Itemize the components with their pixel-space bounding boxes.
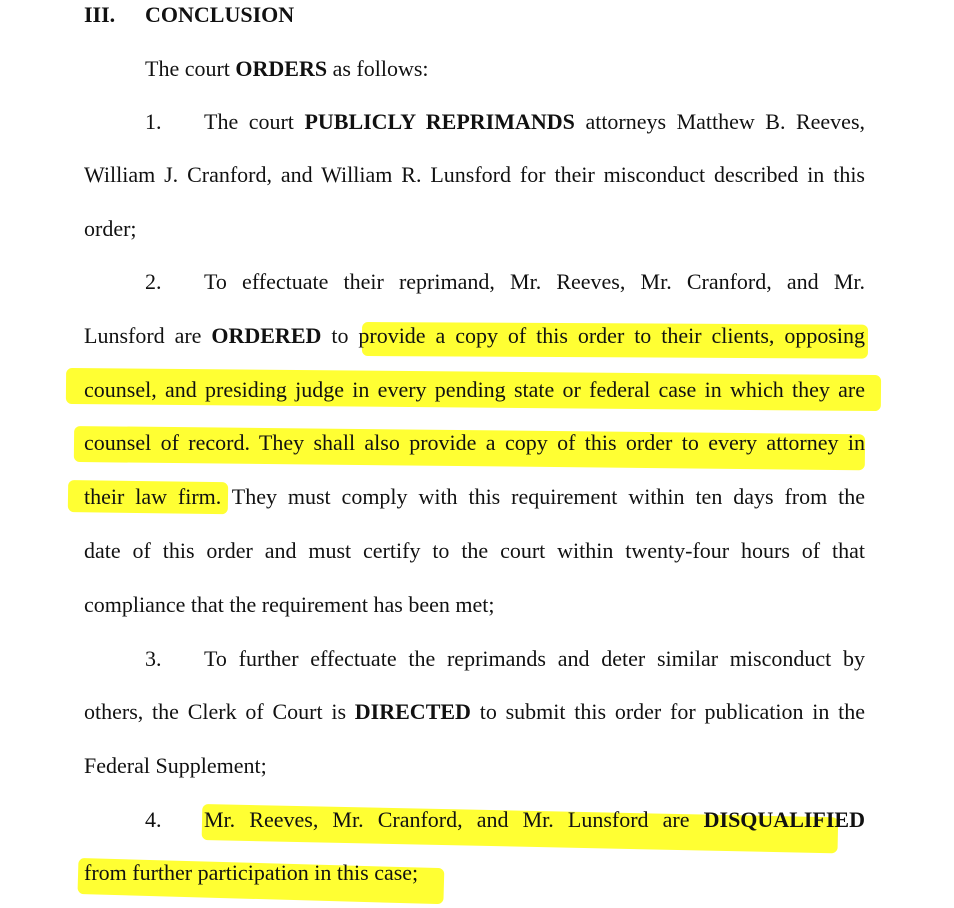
p1-line-2: William J. Cranford, and William R. Lunsford for their misconduct described in this: [84, 162, 865, 187]
p2-number: 2.: [145, 269, 162, 294]
p2-line-2: Lunsford are ORDERED to provide a copy of this order to their clients, opposing: [84, 323, 866, 348]
p3-number: 3.: [145, 646, 162, 671]
p4-line-2: from further participation in this case;: [84, 860, 419, 885]
p2-line-7: compliance that the requirement has been met;: [84, 592, 495, 617]
p2-line-6: date of this order and must certify to the court within twenty-four hours of that: [84, 538, 865, 563]
p1-number: 1.: [145, 109, 162, 134]
intro-line: The court ORDERS as follows:: [145, 56, 429, 81]
p1-line-3: order;: [84, 216, 137, 241]
p3-line-2: others, the Clerk of Court is DIRECTED to submit this order for publication in the: [84, 699, 865, 724]
p3-line-3: Federal Supplement;: [84, 753, 267, 778]
p2-line-5: their law firm. They must comply with this requirement within ten days from the: [84, 484, 865, 509]
p3-line-1: 3. To further effectuate the reprimands and deter similar misconduct by: [145, 644, 865, 674]
section-title: CONCLUSION: [145, 2, 295, 27]
p2-line-4: counsel of record. They shall also provide a copy of this order to every attorney in: [84, 430, 865, 455]
p2-line-1: 2. To effectuate their reprimand, Mr. Reeves, Mr. Cranford, and Mr.: [145, 267, 865, 297]
p4-number: 4.: [145, 807, 162, 832]
section-heading: [84, 0, 294, 30]
section-number: III.: [84, 2, 116, 27]
p1-line-1: 1. The court PUBLICLY REPRIMANDS attorneys Matthew B. Reeves,: [145, 107, 865, 137]
p4-line-1: 4. Mr. Reeves, Mr. Cranford, and Mr. Lunsford are DISQUALIFIED: [145, 805, 865, 835]
p2-line-3: counsel, and presiding judge in every pending state or federal case in which they are: [84, 377, 865, 402]
